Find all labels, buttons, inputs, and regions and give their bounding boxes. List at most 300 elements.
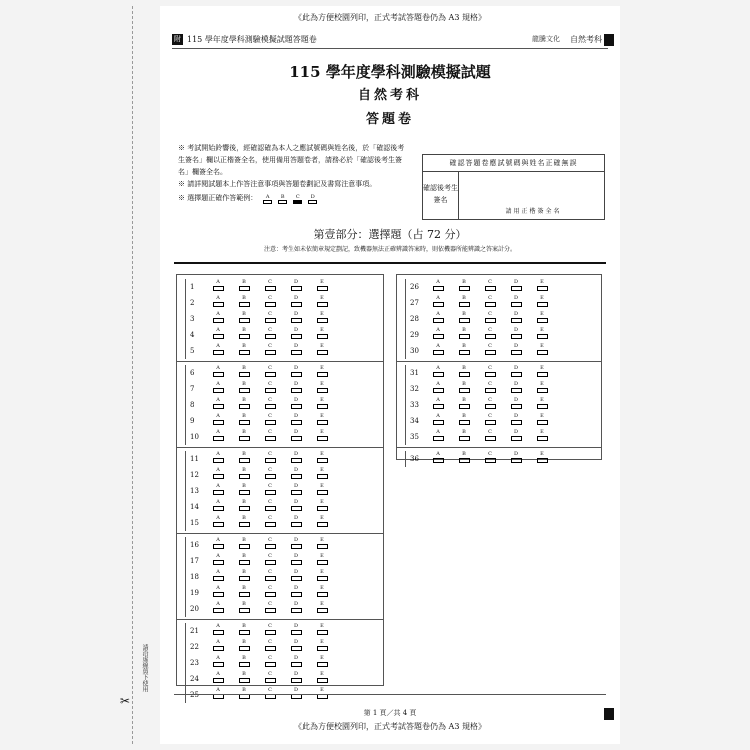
answer-bubble[interactable] [213, 327, 223, 343]
answer-bubble[interactable] [291, 295, 301, 311]
bubble-box[interactable] [485, 286, 496, 291]
answer-bubble[interactable] [213, 499, 223, 515]
bubble-box[interactable] [291, 576, 302, 581]
bubble-box[interactable] [239, 372, 250, 377]
answer-bubble[interactable] [537, 343, 547, 359]
answer-bubble[interactable] [317, 467, 327, 483]
bubble-box[interactable] [239, 286, 250, 291]
bubble-box[interactable] [485, 388, 496, 393]
bubble-box[interactable] [459, 458, 470, 463]
answer-bubble[interactable] [433, 451, 443, 467]
answer-bubble[interactable] [265, 585, 275, 601]
answer-bubble[interactable] [265, 537, 275, 553]
answer-bubble[interactable] [213, 569, 223, 585]
bubble-box[interactable] [265, 630, 276, 635]
bubble-box[interactable] [265, 458, 276, 463]
bubble-box[interactable] [265, 646, 276, 651]
answer-bubble[interactable] [239, 295, 249, 311]
bubble-box[interactable] [291, 286, 302, 291]
bubble-box[interactable] [239, 420, 250, 425]
answer-bubble[interactable] [317, 623, 327, 639]
bubble-box[interactable] [239, 522, 250, 527]
bubble-box[interactable] [213, 350, 224, 355]
bubble-box[interactable] [459, 286, 470, 291]
answer-bubble[interactable] [265, 569, 275, 585]
bubble-box[interactable] [485, 458, 496, 463]
answer-bubble[interactable] [317, 537, 327, 553]
bubble-box[interactable] [537, 372, 548, 377]
bubble-box[interactable] [213, 302, 224, 307]
answer-bubble[interactable] [485, 429, 495, 445]
bubble-box[interactable] [239, 490, 250, 495]
bubble-box[interactable] [511, 334, 522, 339]
answer-bubble[interactable] [265, 639, 275, 655]
answer-bubble[interactable] [291, 553, 301, 569]
answer-bubble[interactable] [239, 483, 249, 499]
answer-bubble[interactable] [291, 687, 301, 703]
bubble-box[interactable] [317, 372, 328, 377]
answer-bubble[interactable] [265, 295, 275, 311]
answer-bubble[interactable] [291, 499, 301, 515]
answer-bubble[interactable] [317, 585, 327, 601]
bubble-box[interactable] [317, 318, 328, 323]
answer-bubble[interactable] [239, 467, 249, 483]
bubble-box[interactable] [265, 560, 276, 565]
bubble-box[interactable] [265, 506, 276, 511]
bubble-box[interactable] [213, 490, 224, 495]
answer-bubble[interactable] [511, 451, 521, 467]
bubble-box[interactable] [485, 404, 496, 409]
answer-bubble[interactable] [537, 311, 547, 327]
bubble-box[interactable] [291, 646, 302, 651]
bubble-box[interactable] [213, 436, 224, 441]
bubble-box[interactable] [265, 522, 276, 527]
answer-bubble[interactable] [291, 569, 301, 585]
bubble-box[interactable] [291, 404, 302, 409]
bubble-box[interactable] [291, 372, 302, 377]
bubble-box[interactable] [317, 388, 328, 393]
bubble-box[interactable] [265, 404, 276, 409]
bubble-box[interactable] [239, 506, 250, 511]
bubble-box[interactable] [317, 592, 328, 597]
bubble-box[interactable] [291, 388, 302, 393]
bubble-box[interactable] [511, 318, 522, 323]
answer-bubble[interactable] [291, 639, 301, 655]
answer-bubble[interactable] [265, 553, 275, 569]
answer-bubble[interactable] [239, 687, 249, 703]
answer-bubble[interactable] [213, 279, 223, 295]
bubble-box[interactable] [291, 522, 302, 527]
answer-bubble[interactable] [511, 343, 521, 359]
answer-bubble[interactable] [317, 343, 327, 359]
answer-bubble[interactable] [459, 413, 469, 429]
answer-bubble[interactable] [213, 687, 223, 703]
answer-bubble[interactable] [265, 381, 275, 397]
answer-bubble[interactable] [459, 381, 469, 397]
answer-bubble[interactable] [511, 279, 521, 295]
answer-bubble[interactable] [537, 429, 547, 445]
bubble-box[interactable] [511, 372, 522, 377]
answer-bubble[interactable] [291, 429, 301, 445]
bubble-box[interactable] [265, 318, 276, 323]
answer-bubble[interactable] [433, 365, 443, 381]
answer-bubble[interactable] [485, 397, 495, 413]
answer-bubble[interactable] [317, 413, 327, 429]
bubble-box[interactable] [239, 436, 250, 441]
answer-bubble[interactable] [537, 381, 547, 397]
bubble-box[interactable] [485, 436, 496, 441]
bubble-box[interactable] [291, 420, 302, 425]
answer-bubble[interactable] [265, 467, 275, 483]
bubble-box[interactable] [213, 576, 224, 581]
bubble-box[interactable] [433, 404, 444, 409]
bubble-box[interactable] [511, 420, 522, 425]
bubble-box[interactable] [291, 678, 302, 683]
answer-bubble[interactable] [433, 279, 443, 295]
answer-bubble[interactable] [459, 429, 469, 445]
bubble-box[interactable] [239, 474, 250, 479]
bubble-box[interactable] [433, 388, 444, 393]
bubble-box[interactable] [485, 318, 496, 323]
bubble-box[interactable] [537, 420, 548, 425]
bubble-box[interactable] [291, 490, 302, 495]
bubble-box[interactable] [433, 350, 444, 355]
answer-bubble[interactable] [317, 311, 327, 327]
answer-bubble[interactable] [433, 295, 443, 311]
bubble-box[interactable] [265, 544, 276, 549]
answer-bubble[interactable] [291, 601, 301, 617]
answer-bubble[interactable] [459, 343, 469, 359]
answer-bubble[interactable] [291, 327, 301, 343]
bubble-box[interactable] [317, 630, 328, 635]
answer-bubble[interactable] [317, 569, 327, 585]
bubble-box[interactable] [265, 490, 276, 495]
answer-bubble[interactable] [291, 483, 301, 499]
bubble-box[interactable] [239, 630, 250, 635]
bubble-box[interactable] [433, 458, 444, 463]
answer-bubble[interactable] [239, 639, 249, 655]
bubble-box[interactable] [239, 334, 250, 339]
answer-bubble[interactable] [239, 279, 249, 295]
bubble-box[interactable] [239, 302, 250, 307]
bubble-box[interactable] [485, 350, 496, 355]
answer-bubble[interactable] [511, 413, 521, 429]
bubble-box[interactable] [213, 318, 224, 323]
answer-bubble[interactable] [459, 365, 469, 381]
bubble-box[interactable] [291, 506, 302, 511]
bubble-box[interactable] [433, 420, 444, 425]
bubble-box[interactable] [213, 608, 224, 613]
answer-bubble[interactable] [511, 327, 521, 343]
bubble-box[interactable] [265, 436, 276, 441]
answer-bubble[interactable] [317, 295, 327, 311]
bubble-box[interactable] [239, 662, 250, 667]
answer-bubble[interactable] [511, 381, 521, 397]
answer-bubble[interactable] [291, 655, 301, 671]
answer-bubble[interactable] [317, 365, 327, 381]
answer-bubble[interactable] [265, 687, 275, 703]
answer-bubble[interactable] [317, 327, 327, 343]
answer-bubble[interactable] [239, 451, 249, 467]
answer-bubble[interactable] [317, 279, 327, 295]
bubble-box[interactable] [317, 544, 328, 549]
bubble-box[interactable] [485, 372, 496, 377]
bubble-box[interactable] [239, 608, 250, 613]
bubble-box[interactable] [511, 436, 522, 441]
bubble-box[interactable] [213, 506, 224, 511]
answer-bubble[interactable] [317, 515, 327, 531]
bubble-box[interactable] [239, 560, 250, 565]
answer-bubble[interactable] [239, 623, 249, 639]
bubble-box[interactable] [213, 592, 224, 597]
answer-bubble[interactable] [433, 343, 443, 359]
bubble-box[interactable] [265, 576, 276, 581]
answer-bubble[interactable] [485, 327, 495, 343]
answer-bubble[interactable] [213, 553, 223, 569]
bubble-box[interactable] [511, 458, 522, 463]
answer-bubble[interactable] [291, 467, 301, 483]
answer-bubble[interactable] [537, 397, 547, 413]
answer-bubble[interactable] [511, 365, 521, 381]
answer-bubble[interactable] [433, 311, 443, 327]
bubble-box[interactable] [239, 350, 250, 355]
bubble-box[interactable] [537, 334, 548, 339]
answer-bubble[interactable] [433, 413, 443, 429]
answer-bubble[interactable] [213, 451, 223, 467]
answer-bubble[interactable] [265, 365, 275, 381]
bubble-box[interactable] [317, 458, 328, 463]
answer-bubble[interactable] [213, 623, 223, 639]
answer-bubble[interactable] [213, 515, 223, 531]
bubble-box[interactable] [265, 388, 276, 393]
answer-bubble[interactable] [433, 397, 443, 413]
answer-bubble[interactable] [239, 365, 249, 381]
bubble-box[interactable] [265, 302, 276, 307]
answer-bubble[interactable] [291, 381, 301, 397]
bubble-box[interactable] [291, 318, 302, 323]
answer-bubble[interactable] [213, 381, 223, 397]
answer-bubble[interactable] [317, 553, 327, 569]
answer-bubble[interactable] [317, 687, 327, 703]
bubble-box[interactable] [213, 372, 224, 377]
answer-bubble[interactable] [485, 381, 495, 397]
bubble-box[interactable] [433, 436, 444, 441]
bubble-box[interactable] [485, 420, 496, 425]
answer-bubble[interactable] [213, 311, 223, 327]
bubble-box[interactable] [291, 334, 302, 339]
answer-bubble[interactable] [239, 343, 249, 359]
bubble-box[interactable] [537, 302, 548, 307]
bubble-box[interactable] [239, 388, 250, 393]
answer-bubble[interactable] [459, 451, 469, 467]
bubble-box[interactable] [291, 474, 302, 479]
answer-bubble[interactable] [433, 429, 443, 445]
bubble-box[interactable] [537, 350, 548, 355]
answer-bubble[interactable] [265, 601, 275, 617]
answer-bubble[interactable] [239, 515, 249, 531]
bubble-box[interactable] [291, 560, 302, 565]
bubble-box[interactable] [511, 350, 522, 355]
answer-bubble[interactable] [265, 655, 275, 671]
bubble-box[interactable] [213, 662, 224, 667]
bubble-box[interactable] [459, 436, 470, 441]
answer-bubble[interactable] [213, 601, 223, 617]
answer-bubble[interactable] [317, 655, 327, 671]
bubble-box[interactable] [265, 372, 276, 377]
bubble-box[interactable] [265, 608, 276, 613]
bubble-box[interactable] [291, 630, 302, 635]
answer-bubble[interactable] [213, 483, 223, 499]
bubble-box[interactable] [433, 302, 444, 307]
answer-bubble[interactable] [459, 311, 469, 327]
bubble-box[interactable] [317, 420, 328, 425]
answer-bubble[interactable] [537, 279, 547, 295]
bubble-box[interactable] [485, 302, 496, 307]
answer-bubble[interactable] [239, 327, 249, 343]
answer-bubble[interactable] [317, 429, 327, 445]
bubble-box[interactable] [291, 662, 302, 667]
bubble-box[interactable] [317, 436, 328, 441]
bubble-box[interactable] [213, 458, 224, 463]
bubble-box[interactable] [537, 388, 548, 393]
answer-bubble[interactable] [265, 343, 275, 359]
bubble-box[interactable] [317, 334, 328, 339]
answer-bubble[interactable] [459, 295, 469, 311]
answer-bubble[interactable] [291, 343, 301, 359]
bubble-box[interactable] [213, 474, 224, 479]
bubble-box[interactable] [317, 506, 328, 511]
bubble-box[interactable] [317, 302, 328, 307]
bubble-box[interactable] [459, 334, 470, 339]
answer-bubble[interactable] [239, 537, 249, 553]
answer-bubble[interactable] [485, 365, 495, 381]
bubble-box[interactable] [265, 286, 276, 291]
bubble-box[interactable] [537, 404, 548, 409]
bubble-box[interactable] [291, 608, 302, 613]
answer-bubble[interactable] [511, 397, 521, 413]
answer-bubble[interactable] [239, 655, 249, 671]
bubble-box[interactable] [317, 646, 328, 651]
answer-bubble[interactable] [317, 671, 327, 687]
bubble-box[interactable] [239, 678, 250, 683]
bubble-box[interactable] [213, 522, 224, 527]
answer-bubble[interactable] [213, 295, 223, 311]
answer-bubble[interactable] [317, 451, 327, 467]
answer-bubble[interactable] [291, 671, 301, 687]
answer-bubble[interactable] [433, 381, 443, 397]
answer-bubble[interactable] [239, 671, 249, 687]
bubble-box[interactable] [239, 544, 250, 549]
answer-bubble[interactable] [265, 279, 275, 295]
answer-bubble[interactable] [317, 639, 327, 655]
bubble-box[interactable] [291, 458, 302, 463]
answer-bubble[interactable] [265, 429, 275, 445]
answer-bubble[interactable] [511, 311, 521, 327]
answer-bubble[interactable] [485, 413, 495, 429]
bubble-box[interactable] [459, 350, 470, 355]
bubble-box[interactable] [317, 404, 328, 409]
answer-bubble[interactable] [213, 467, 223, 483]
answer-bubble[interactable] [265, 327, 275, 343]
bubble-box[interactable] [291, 350, 302, 355]
bubble-box[interactable] [239, 592, 250, 597]
answer-bubble[interactable] [291, 585, 301, 601]
bubble-box[interactable] [485, 334, 496, 339]
answer-bubble[interactable] [213, 365, 223, 381]
answer-bubble[interactable] [291, 311, 301, 327]
answer-bubble[interactable] [213, 671, 223, 687]
bubble-box[interactable] [317, 474, 328, 479]
bubble-box[interactable] [213, 420, 224, 425]
bubble-box[interactable] [317, 608, 328, 613]
answer-bubble[interactable] [511, 295, 521, 311]
bubble-box[interactable] [433, 334, 444, 339]
answer-bubble[interactable] [239, 601, 249, 617]
bubble-box[interactable] [459, 404, 470, 409]
bubble-box[interactable] [265, 350, 276, 355]
answer-bubble[interactable] [433, 327, 443, 343]
answer-bubble[interactable] [537, 365, 547, 381]
bubble-box[interactable] [317, 286, 328, 291]
answer-bubble[interactable] [239, 569, 249, 585]
bubble-box[interactable] [213, 544, 224, 549]
answer-bubble[interactable] [291, 279, 301, 295]
answer-bubble[interactable] [239, 397, 249, 413]
bubble-box[interactable] [265, 420, 276, 425]
bubble-box[interactable] [433, 286, 444, 291]
bubble-box[interactable] [213, 560, 224, 565]
bubble-box[interactable] [317, 678, 328, 683]
bubble-box[interactable] [459, 318, 470, 323]
bubble-box[interactable] [511, 302, 522, 307]
answer-bubble[interactable] [537, 327, 547, 343]
answer-bubble[interactable] [291, 623, 301, 639]
bubble-box[interactable] [213, 404, 224, 409]
answer-bubble[interactable] [459, 327, 469, 343]
answer-bubble[interactable] [265, 499, 275, 515]
answer-bubble[interactable] [265, 311, 275, 327]
bubble-box[interactable] [537, 318, 548, 323]
bubble-box[interactable] [213, 646, 224, 651]
bubble-box[interactable] [291, 544, 302, 549]
answer-bubble[interactable] [213, 585, 223, 601]
bubble-box[interactable] [213, 630, 224, 635]
answer-bubble[interactable] [291, 365, 301, 381]
bubble-box[interactable] [213, 334, 224, 339]
answer-bubble[interactable] [239, 499, 249, 515]
bubble-box[interactable] [459, 388, 470, 393]
bubble-box[interactable] [239, 576, 250, 581]
bubble-box[interactable] [213, 286, 224, 291]
answer-bubble[interactable] [213, 655, 223, 671]
answer-bubble[interactable] [317, 499, 327, 515]
answer-bubble[interactable] [265, 397, 275, 413]
answer-bubble[interactable] [317, 397, 327, 413]
bubble-box[interactable] [265, 334, 276, 339]
answer-bubble[interactable] [291, 451, 301, 467]
bubble-box[interactable] [511, 286, 522, 291]
answer-bubble[interactable] [459, 397, 469, 413]
bubble-box[interactable] [459, 302, 470, 307]
bubble-box[interactable] [239, 404, 250, 409]
answer-bubble[interactable] [291, 515, 301, 531]
bubble-box[interactable] [537, 286, 548, 291]
answer-bubble[interactable] [485, 311, 495, 327]
answer-bubble[interactable] [265, 483, 275, 499]
answer-bubble[interactable] [265, 623, 275, 639]
bubble-box[interactable] [537, 436, 548, 441]
bubble-box[interactable] [459, 372, 470, 377]
